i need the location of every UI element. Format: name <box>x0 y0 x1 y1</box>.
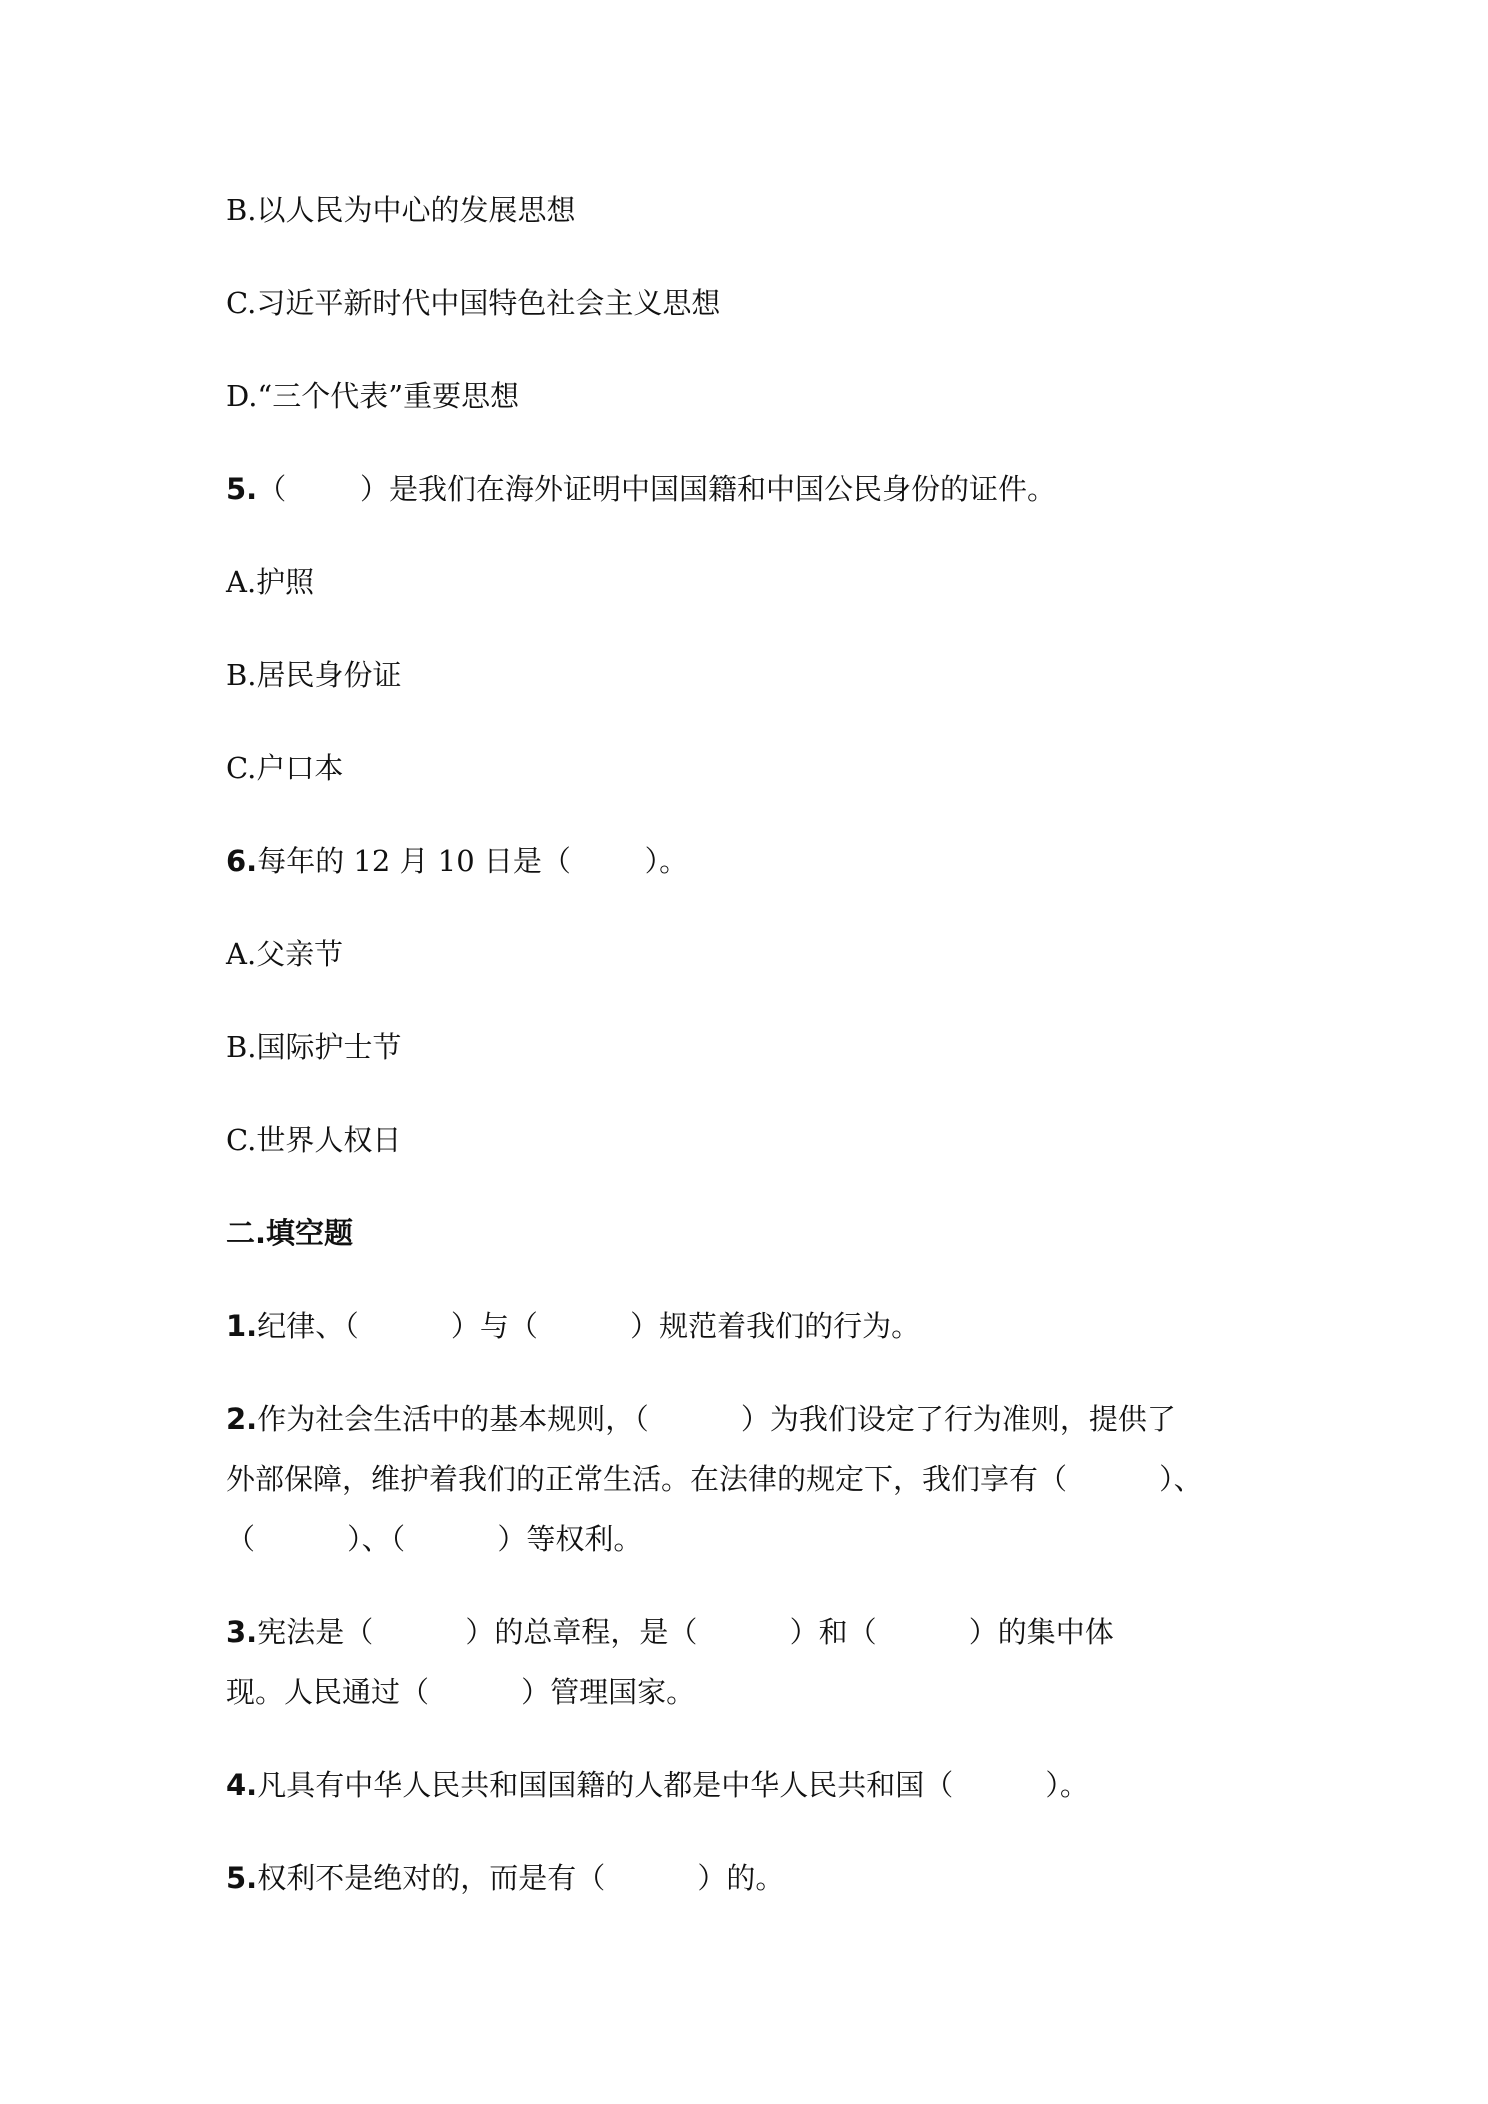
choice-question-5 <box>226 470 1056 508</box>
question-number: 3. <box>226 1615 258 1649</box>
fill-question-5 <box>226 1859 784 1897</box>
q4-option-d: D.“三个代表”重要思想 <box>226 379 520 413</box>
fill-question-3-line-2: 现。人民通过（ ）管理国家。 <box>226 1675 696 1709</box>
question-number: 6. <box>226 844 258 878</box>
question-number: 1. <box>226 1309 258 1343</box>
q6-option-b: B.国际护士节 <box>226 1030 402 1064</box>
question-number: 2. <box>226 1402 258 1436</box>
q4-option-b: B.以人民为中心的发展思想 <box>226 193 576 227</box>
question-number: 5. <box>226 472 258 506</box>
fill-question-2-line-3: （ ）、（ ）等权利。 <box>226 1522 643 1556</box>
question-text: 纪律、（ ）与（ ）规范着我们的行为。 <box>257 1309 921 1343</box>
q6-option-c: C.世界人权日 <box>226 1123 402 1157</box>
question-text: （ ）是我们在海外证明中国国籍和中国公民身份的证件。 <box>257 472 1056 506</box>
choice-question-6 <box>226 842 688 880</box>
q5-option-c: C.户口本 <box>226 751 344 785</box>
fill-question-2-line-2: 外部保障，维护着我们的正常生活。在法律的规定下，我们享有（ ）、 <box>226 1462 1203 1496</box>
q4-option-c: C.习近平新时代中国特色社会主义思想 <box>226 286 721 320</box>
q6-option-a: A.父亲节 <box>226 937 344 971</box>
section-heading-fill-in: 二.填空题 <box>226 1216 354 1250</box>
question-number: 4. <box>226 1768 258 1802</box>
fill-question-3 <box>226 1613 1114 1651</box>
q5-option-b: B.居民身份证 <box>226 658 402 692</box>
fill-question-2 <box>226 1400 1176 1438</box>
question-text-line-1: 宪法是（ ）的总章程，是（ ）和（ ）的集中体 <box>257 1615 1114 1649</box>
fill-question-1 <box>226 1307 920 1345</box>
question-text-line-1: 作为社会生活中的基本规则，（ ）为我们设定了行为准则，提供了 <box>257 1402 1176 1436</box>
q5-option-a: A.护照 <box>226 565 315 599</box>
question-text: 权利不是绝对的，而是有（ ）的。 <box>257 1861 785 1895</box>
fill-question-4 <box>226 1766 1089 1804</box>
question-text: 凡具有中华人民共和国国籍的人都是中华人民共和国（ ）。 <box>257 1768 1089 1802</box>
question-text: 每年的 12 月 10 日是（ ）。 <box>257 844 689 878</box>
question-number: 5. <box>226 1861 258 1895</box>
